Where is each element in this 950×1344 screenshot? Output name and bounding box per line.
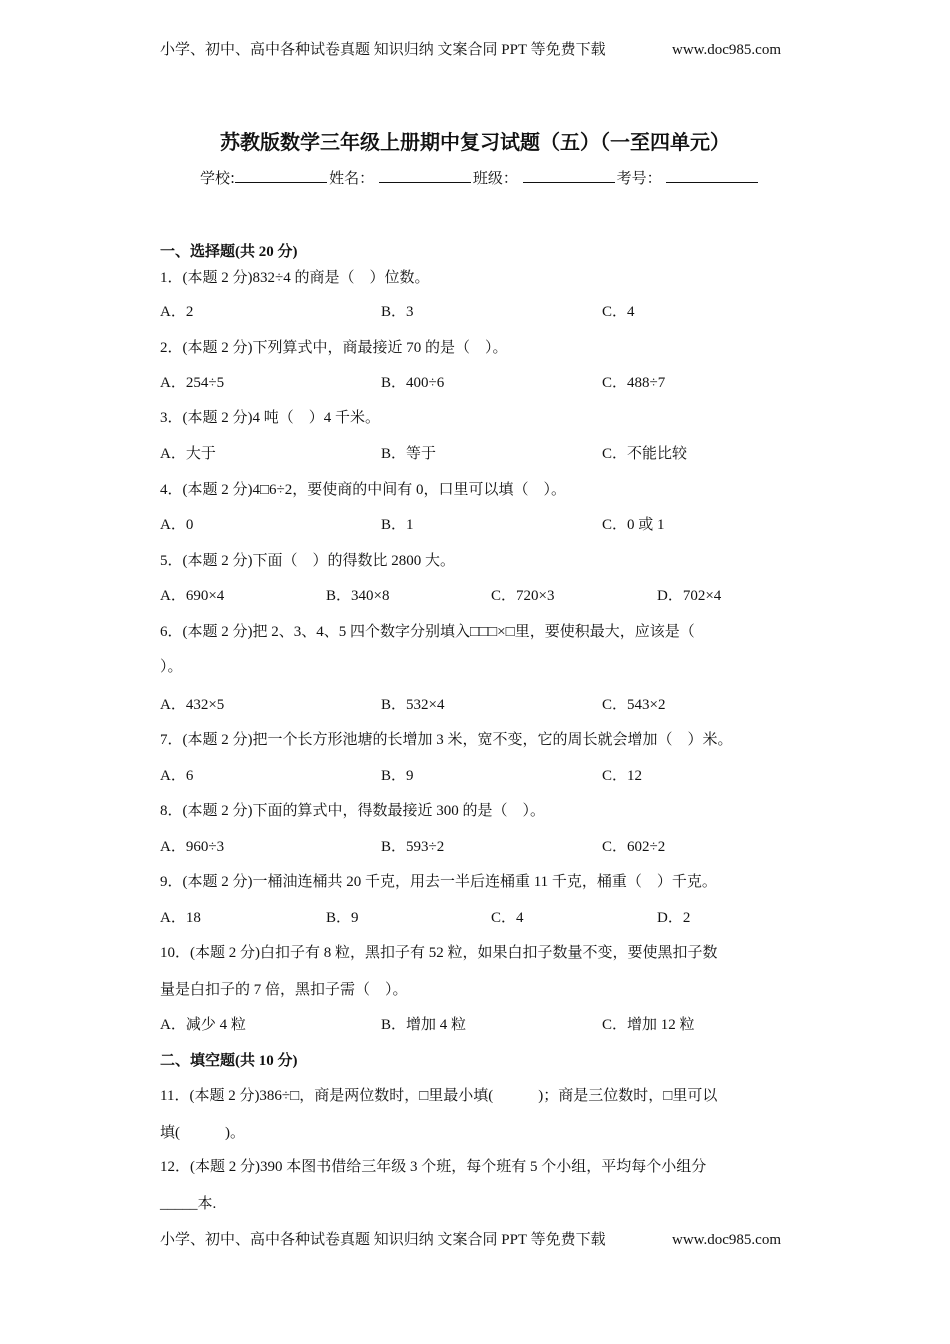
question-text: _____本. — [160, 1196, 217, 1212]
question-text: 填( )。 — [160, 1125, 245, 1141]
option: A．960÷3 — [160, 839, 225, 855]
school-label: 学校: — [200, 169, 236, 187]
question-text: 11．(本题 2 分)386÷□，商是两位数时，□里最小填( )；商是三位数时，□里可以 — [160, 1088, 718, 1104]
question-text: 2．(本题 2 分)下列算式中，商最接近 70 的是（ ）。 — [160, 340, 508, 356]
student-info — [200, 168, 760, 188]
option: C．12 — [602, 768, 643, 784]
option: A．432×5 — [160, 697, 225, 713]
question-text: 8．(本题 2 分)下面的算式中，得数最接近 300 的是（ ）。 — [160, 803, 545, 819]
question-text: 4．(本题 2 分)4□6÷2，要使商的中间有 0，口里可以填（ ）。 — [160, 482, 567, 498]
option: C．488÷7 — [602, 375, 666, 391]
option: B．增加 4 粒 — [381, 1017, 467, 1033]
option: C．602÷2 — [602, 839, 666, 855]
header-text: 小学、初中、高中各种试卷真题 知识归纳 文案合同 PPT 等免费下载 — [160, 42, 606, 58]
section-title: 二、填空题(共 10 分) — [160, 1053, 298, 1069]
name-field[interactable] — [379, 168, 471, 183]
option: C．720×3 — [491, 588, 555, 604]
option: D．702×4 — [657, 588, 722, 604]
option: C．543×2 — [602, 697, 666, 713]
question-text: 5．(本题 2 分)下面（ ）的得数比 2800 大。 — [160, 553, 455, 569]
number-label: 考号： — [616, 169, 662, 187]
option: B．等于 — [381, 446, 437, 462]
section-title: 一、选择题(共 20 分) — [160, 244, 298, 260]
option: C．4 — [491, 910, 524, 926]
option: A．2 — [160, 304, 194, 320]
question-text: 1．(本题 2 分)832÷4 的商是（ ）位数。 — [160, 270, 430, 286]
option: A．6 — [160, 768, 194, 784]
question-text: ）。 — [160, 659, 183, 675]
option: A．0 — [160, 517, 194, 533]
option: C．4 — [602, 304, 635, 320]
page-title: 苏教版数学三年级上册期中复习试题（五）（一至四单元） — [220, 130, 730, 154]
option: B．9 — [326, 910, 359, 926]
question-text: 10．(本题 2 分)白扣子有 8 粒，黑扣子有 52 粒，如果白扣子数量不变，要使黑扣子数 — [160, 945, 718, 961]
footer-url[interactable]: www.doc985.com — [672, 1232, 782, 1248]
option: B．340×8 — [326, 588, 390, 604]
option: A．减少 4 粒 — [160, 1017, 246, 1033]
question-text: 3．(本题 2 分)4 吨（ ）4 千米。 — [160, 410, 380, 426]
option: A．18 — [160, 910, 201, 926]
option: B．400÷6 — [381, 375, 445, 391]
option: B．3 — [381, 304, 414, 320]
question-text: 6．(本题 2 分)把 2、3、4、5 四个数字分别填入□□□×□里，要使积最大，应该是（ — [160, 624, 695, 640]
name-label: 姓名： — [329, 169, 375, 187]
class-label: 班级： — [472, 169, 518, 187]
question-text: 12．(本题 2 分)390 本图书借给三年级 3 个班，每个班有 5 个小组，平均每个小组分 — [160, 1159, 707, 1175]
option: C．0 或 1 — [602, 517, 665, 533]
question-text: 7．(本题 2 分)把一个长方形池塘的长增加 3 米，宽不变，它的周长就会增加（ ）米。 — [160, 732, 733, 748]
option: A．大于 — [160, 446, 216, 462]
option: D．2 — [657, 910, 691, 926]
number-field[interactable] — [666, 168, 758, 183]
class-field[interactable] — [523, 168, 615, 183]
option: C．不能比较 — [602, 446, 688, 462]
option: B．9 — [381, 768, 414, 784]
option: A．254÷5 — [160, 375, 225, 391]
page-header — [160, 40, 782, 60]
option: C．增加 12 粒 — [602, 1017, 695, 1033]
footer-text: 小学、初中、高中各种试卷真题 知识归纳 文案合同 PPT 等免费下载 — [160, 1232, 606, 1248]
option: B．1 — [381, 517, 414, 533]
option: A．690×4 — [160, 588, 225, 604]
question-text: 9．(本题 2 分)一桶油连桶共 20 千克，用去一半后连桶重 11 千克，桶重（ ）千克。 — [160, 874, 717, 890]
school-field[interactable] — [235, 168, 327, 183]
option: B．593÷2 — [381, 839, 445, 855]
question-text: 量是白扣子的 7 倍，黑扣子需（ ）。 — [160, 982, 408, 998]
header-url[interactable]: www.doc985.com — [672, 42, 782, 58]
page-footer — [160, 1230, 782, 1250]
option: B．532×4 — [381, 697, 445, 713]
